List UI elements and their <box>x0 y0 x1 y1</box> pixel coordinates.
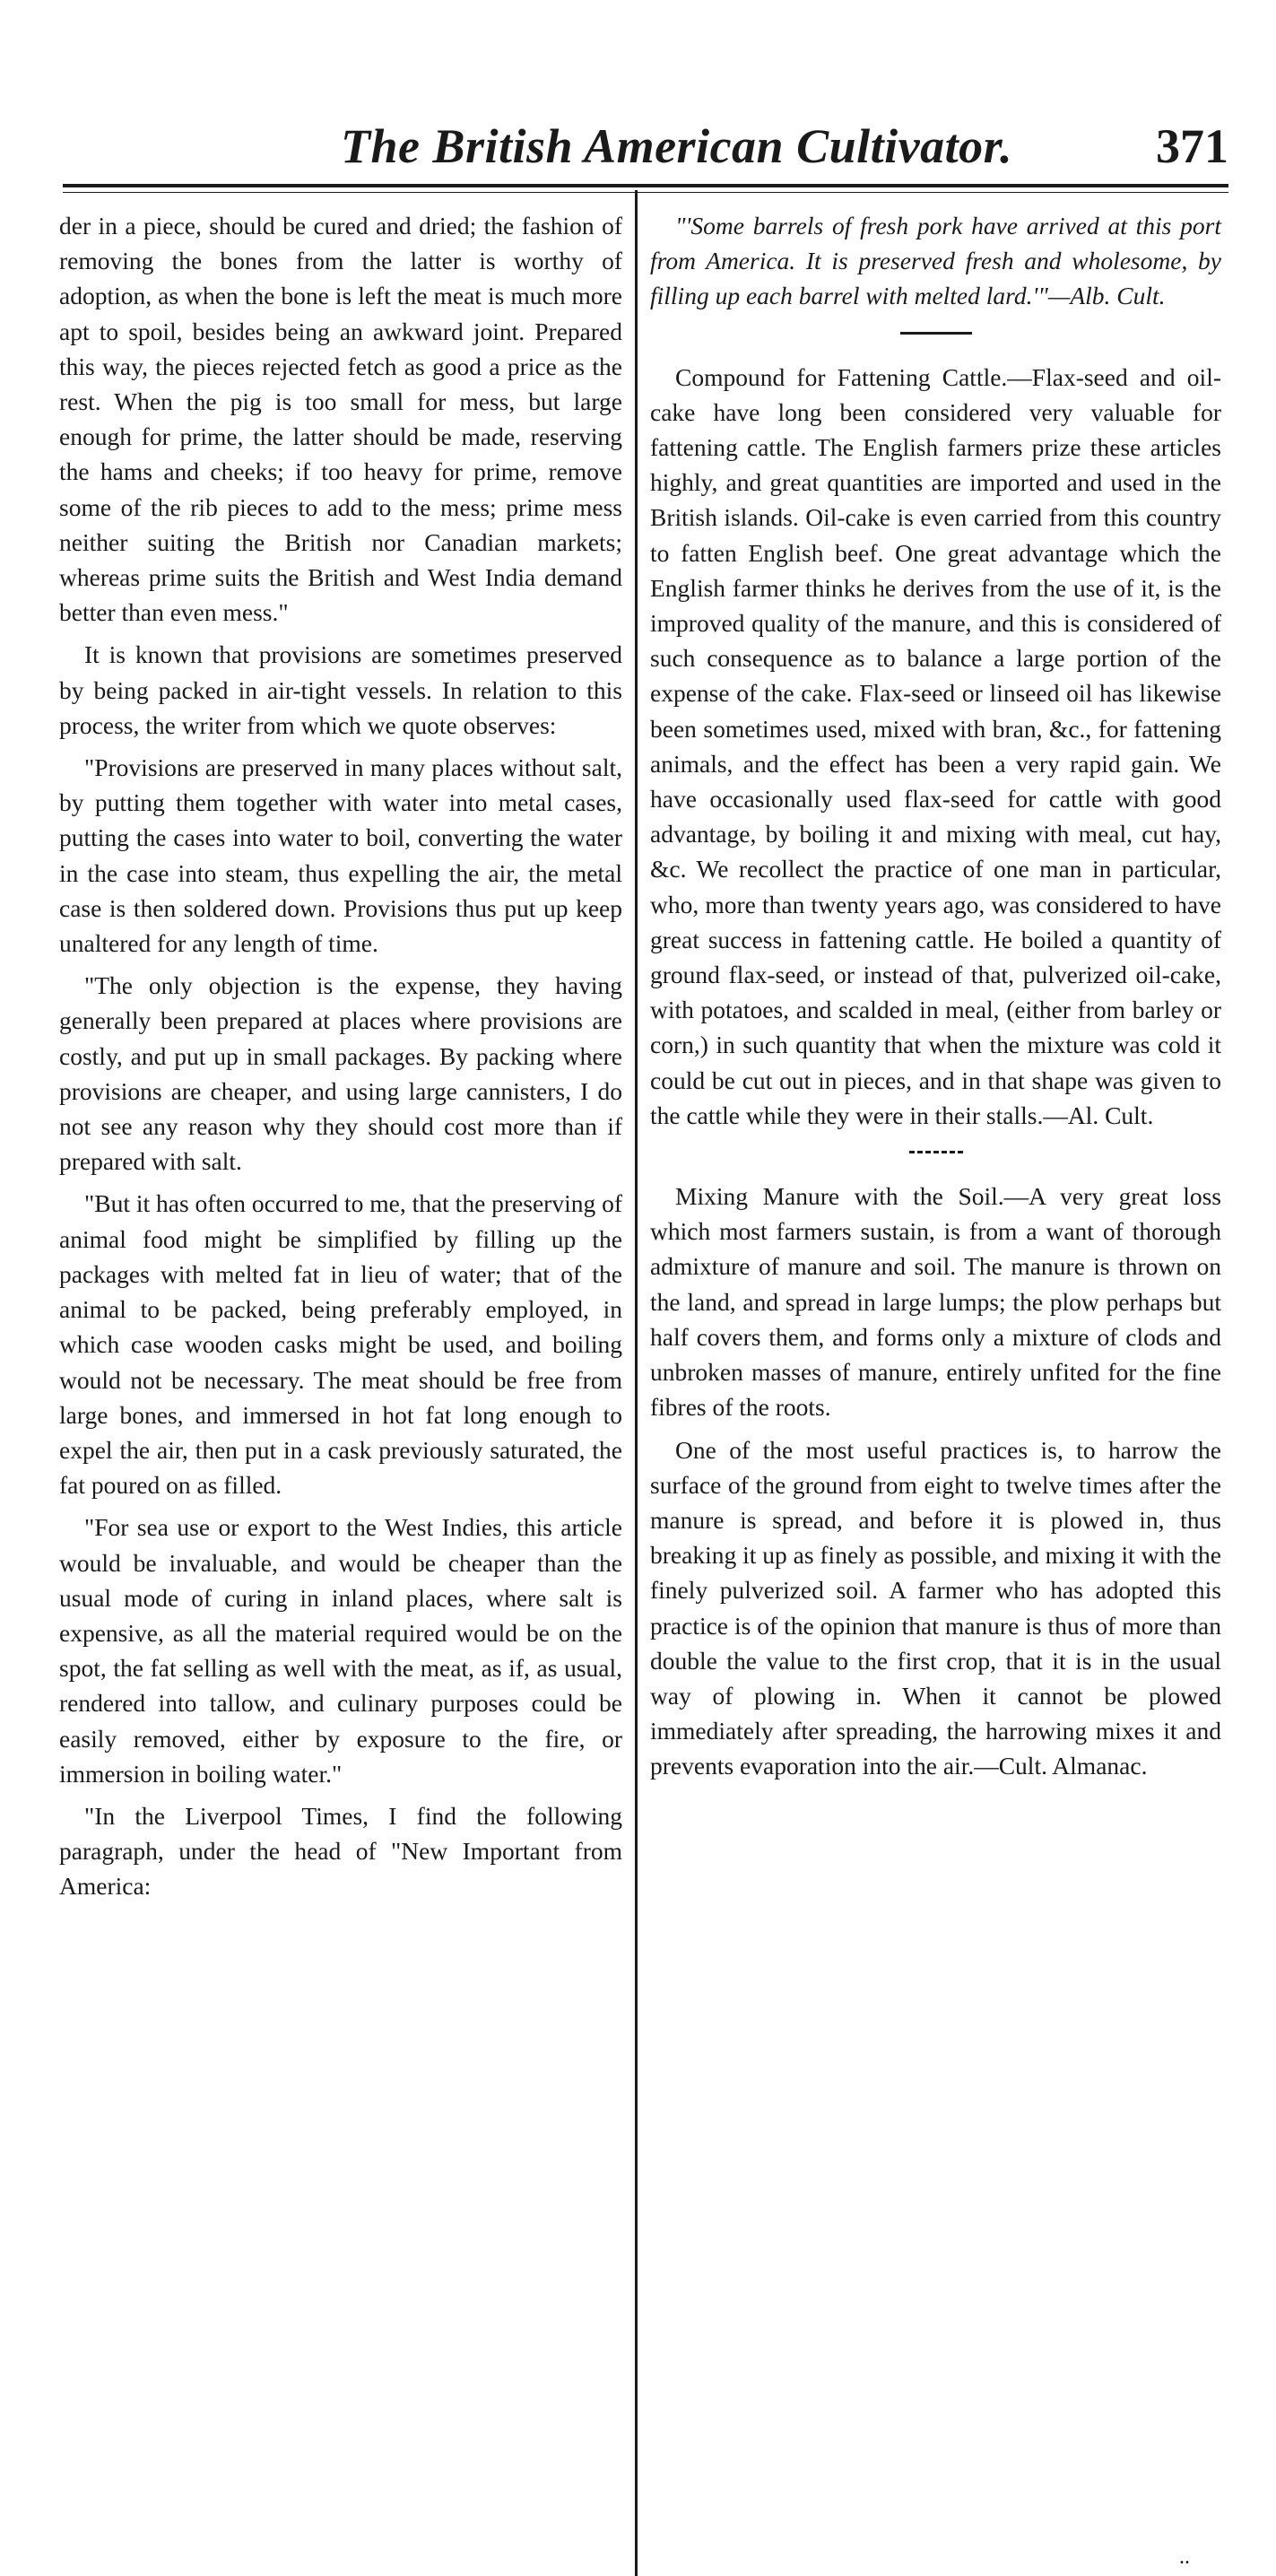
right-column <box>650 208 1221 1791</box>
article-mixing-manure: Mixing Manure with the Soil.—A very great loss which most farmers sustain, is from a want of thorough admixture of manure and soil. The manure is thrown on the land, and spread in large lumps; the plow perhaps but half covers them, and forms only a mixture of clods and unbroken masses of manure, entirely unfited for the fine fibres of the roots. <box>650 1182 1221 1422</box>
paragraph: "The only objection is the expense, they having generally been prepared at places where provisions are costly, and put up in small packages. By packing where provisions are cheaper, and using large cannisters, I do not see any reason why they should cost more than if prepared with salt. <box>59 971 622 1176</box>
column-divider <box>635 190 638 2576</box>
page-number: 371 <box>1156 119 1228 173</box>
footer-mark: .. <box>1179 2546 1190 2569</box>
article-harrowing: One of the most useful practices is, to harrow the surface of the ground from eight to twelve times after the manure is spread, and before it is plowed in, thus breaking it up as finely as possible, and mixing it with the finely pulverized soil. A farmer who has adopted this practice is of the opinion that manure is thus of more than double the value to the first crop, that it is in the usual way of plowing in. When it cannot be plowed immediately after spreading, the harrowing mixes it and prevents evaporation into the air.—Cult. Almanac. <box>650 1435 1221 1780</box>
paragraph: "Provisions are preserved in many places without salt, by putting them together with water into metal cases, putting the cases into water to boil, converting the water in the case into steam, thus expelling the air, the metal case is then soldered down. Provisions thus put up keep unaltered for any length of time. <box>59 753 622 958</box>
section-separator <box>900 332 972 335</box>
paragraph: It is known that provisions are sometimes preserved by being packed in air-tight vessels. In relation to this process, the writer from which we quote observes: <box>59 640 622 739</box>
section-separator <box>909 1151 963 1153</box>
paragraph: "For sea use or export to the West Indies, this article would be invaluable, and would be cheaper than the usual mode of curing in inland places, where salt is expensive, as all the material required would be on the spot, the fat selling as well with the meat, as if, as usual, rendered into tallow, and culinary purposes could be easily removed, either by exposure to the fire, or immersion in boiling water." <box>59 1513 622 1788</box>
left-column <box>59 208 622 1911</box>
paragraph: "In the Liverpool Times, I find the following paragraph, under the head of "New Important from America: <box>59 1801 622 1901</box>
header-rule <box>63 184 1228 193</box>
page-header <box>63 106 1228 178</box>
paragraph: der in a piece, should be cured and dried; the fashion of removing the bones from the latter is worthy of adoption, as when the bone is left the meat is much more apt to spoil, besides being an awkward joint. Prepared this way, the pieces rejected fetch as good a price as the rest. When the pig is too small for mess, but large enough for prime, the latter should be made, reserving the hams and cheeks; if too heavy for prime, remove some of the rib pieces to add to the mess; prime mess neither suiting the British nor Canadian markets; whereas prime suits the British and West India demand better than even mess." <box>59 212 622 627</box>
paragraph: "But it has often occurred to me, that the preserving of animal food might be simplified by filling up the packages with melted fat in lieu of water; that of the animal to be packed, being preferably employed, in which case wooden casks might be used, and boiling would not be necessary. The meat should be free from large bones, and immersed in hot fat long enough to expel the air, then put in a cask previously saturated, the fat poured on as filled. <box>59 1189 623 1500</box>
article-fattening-cattle: Compound for Fattening Cattle.—Flax-seed and oil-cake have long been considered very valuable for fattening cattle. The English farmers prize these articles highly, and great quantities are imported and used in the British islands. Oil-cake is even carried from this country to fatten English beef. One great advantage which the English farmer thinks he derives from the use of it, is the improved quality of the manure, and this is considered of such consequence as to balance a large portion of the expense of the cake. Flax-seed or linseed oil has likewise been sometimes used, mixed with bran, &c., for fattening animals, and the effect has been a very rapid gain. We have occasionally used flax-seed for cattle with good advantage, by boiling it and mixing with meal, cut hay, &c. We recollect the practice of one man in particular, who, more than twenty years ago, was considered to have great success in fattening cattle. He boiled a quantity of ground flax-seed, or instead of that, pulverized oil-cake, with potatoes, and scalded in meal, (either from barley or corn,) in such quantity that when the mixture was cold it could be cut out in pieces, and in that shape was given to the cattle while they were in their stalls.—Al. Cult. <box>650 362 1221 1129</box>
running-title: The British American Cultivator. <box>341 119 1013 173</box>
quote-paragraph: "'Some barrels of fresh pork have arrived at this port from America. It is preserved fresh and wholesome, by filling up each barrel with melted lard.'"—Alb. Cult. <box>650 212 1221 310</box>
